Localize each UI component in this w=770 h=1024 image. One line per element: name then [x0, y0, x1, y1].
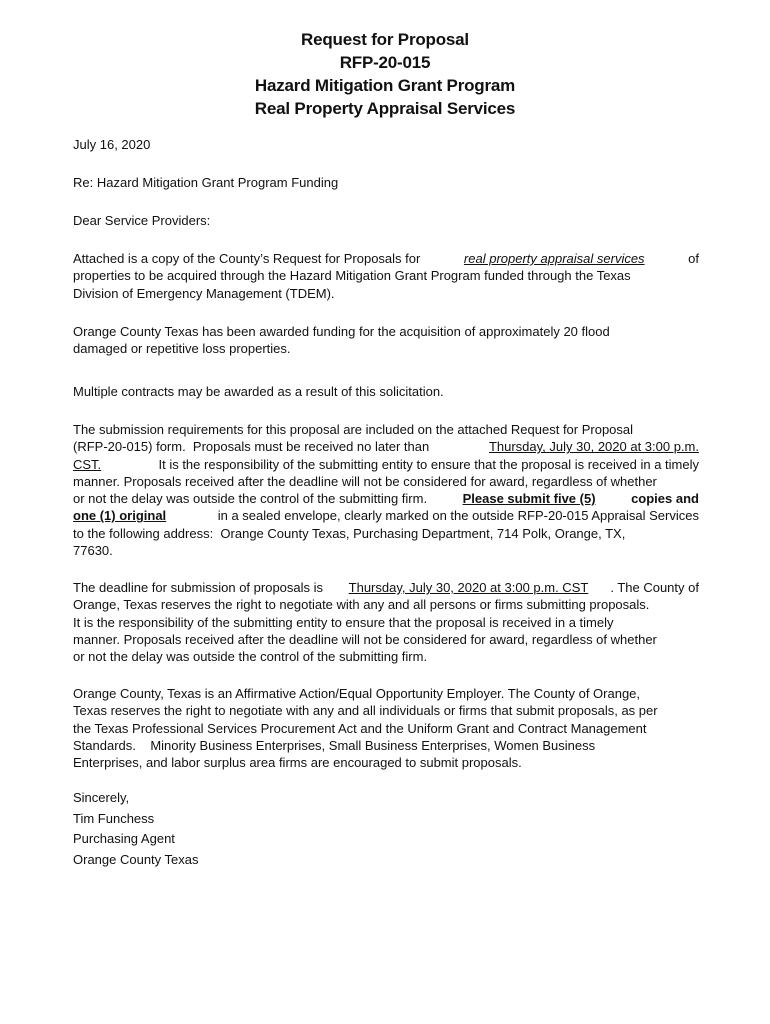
text-run: or not the delay was outside the control of the submitting firm.: [73, 649, 428, 665]
paragraph-line: [73, 702, 699, 719]
paragraph-line: [73, 631, 699, 648]
paragraph-line: [73, 490, 699, 507]
paragraph-line: [73, 579, 699, 596]
paragraph-line: [73, 720, 699, 737]
paragraph-submission: [73, 421, 699, 559]
text-run: Orange County Texas has been awarded funding for the acquisition of approximately 20 flood: [73, 324, 610, 339]
text-run: or not the delay was outside the control of the submitting firm.: [73, 491, 431, 507]
letter-closing: [73, 789, 699, 871]
paragraph-line: [73, 648, 699, 665]
letter-re-line: Re: Hazard Mitigation Grant Program Funding: [73, 175, 339, 190]
text-run: Orange County, Texas is an Affirmative Action/Equal Opportunity Employer. The County of Orange,: [73, 686, 641, 701]
paragraph-line: [73, 323, 699, 340]
text-run: the Texas Professional Services Procurement Act and the Uniform Grant and Contract Management: [73, 720, 647, 736]
text-run: in a sealed envelope, clearly marked on the outside RFP-20-015 Appraisal Services: [214, 508, 699, 524]
text-run: The submission requirements for this proposal are included on the attached Request for Proposal: [73, 422, 634, 437]
paragraph-line: [73, 267, 699, 284]
header-rfp-number: RFP-20-015: [339, 53, 431, 72]
paragraph-line: [73, 438, 699, 455]
emphasized-service: real property appraisal services: [463, 251, 645, 266]
emphasized-copies: copies and: [627, 491, 699, 507]
text-run: Texas reserves the right to negotiate with any and all individuals or firms that submit proposals, as per: [73, 703, 658, 719]
text-run: The deadline for submission of proposals is: [73, 580, 327, 595]
deadline-text: Thursday, July 30, 2020 at 3:00 p.m.: [488, 439, 699, 455]
paragraph-deadline: [73, 579, 699, 665]
signer-title: Purchasing Agent: [73, 831, 175, 846]
paragraph-line: [73, 456, 699, 473]
paragraph-line: [73, 421, 699, 438]
text-run: Division of Emergency Management (TDEM).: [73, 285, 335, 301]
paragraph-line: [73, 285, 699, 302]
text-run: It is the responsibility of the submitting entity to ensure that the proposal is received in a timely: [151, 456, 699, 472]
paragraph-line: [73, 685, 699, 702]
emphasized-original: one (1) original: [73, 508, 167, 524]
text-run: Orange, Texas reserves the right to negotiate with any and all persons or firms submitting proposals.: [73, 597, 650, 613]
paragraph-line: [73, 596, 699, 613]
text-run: 77630.: [73, 543, 113, 559]
letter-date: July 16, 2020: [73, 137, 151, 152]
paragraph-contracts: Multiple contracts may be awarded as a result of this solicitation.: [73, 384, 444, 399]
text-run: of: [688, 251, 699, 266]
letter-salutation: Dear Service Providers:: [73, 213, 211, 228]
paragraph-line: [73, 614, 699, 631]
paragraph-funding: [73, 323, 699, 358]
header-program: Hazard Mitigation Grant Program: [254, 76, 516, 95]
paragraph-line: [73, 525, 699, 542]
paragraph-line: [73, 250, 699, 267]
text-run: damaged or repetitive loss properties.: [73, 341, 291, 357]
emphasized-copies: Please submit five (5): [462, 491, 596, 507]
signer-name: Tim Funchess: [73, 810, 155, 826]
text-run: properties to be acquired through the Hazard Mitigation Grant Program funded through the Texas: [73, 268, 631, 284]
text-run: manner. Proposals received after the deadline will not be considered for award, regardless of whether: [73, 631, 657, 647]
paragraph-line: [73, 473, 699, 490]
signer-organization: Orange County Texas: [73, 851, 199, 867]
paragraph-line: [73, 754, 699, 771]
paragraph-intro: [73, 250, 699, 302]
text-run: to the following address: Orange County Texas, Purchasing Department, 714 Polk, Orange, TX,: [73, 525, 626, 541]
paragraph-line: [73, 542, 699, 559]
text-run: It is the responsibility of the submitting entity to ensure that the proposal is received in a timely: [73, 614, 614, 630]
closing-sincerely: Sincerely,: [73, 790, 130, 805]
header-service: Real Property Appraisal Services: [254, 99, 516, 118]
text-run: manner. Proposals received after the deadline will not be considered for award, regardless of whether: [73, 473, 657, 489]
text-run: Standards. Minority Business Enterprises, Small Business Enterprises, Women Business: [73, 737, 596, 753]
deadline-text: CST.: [73, 456, 102, 472]
document-header: [0, 28, 770, 120]
text-run: (RFP-20-015) form. Proposals must be received no later than: [73, 439, 433, 455]
text-run: . The County of: [610, 580, 699, 595]
text-run: Enterprises, and labor surplus area firms are encouraged to submit proposals.: [73, 755, 522, 771]
text-run: Attached is a copy of the County’s Request for Proposals for: [73, 251, 421, 266]
deadline-text: Thursday, July 30, 2020 at 3:00 p.m. CST: [348, 580, 589, 595]
paragraph-line: [73, 737, 699, 754]
paragraph-line: [73, 507, 699, 524]
paragraph-line: [73, 340, 699, 357]
paragraph-eeo: [73, 685, 699, 771]
header-title: Request for Proposal: [301, 30, 469, 49]
